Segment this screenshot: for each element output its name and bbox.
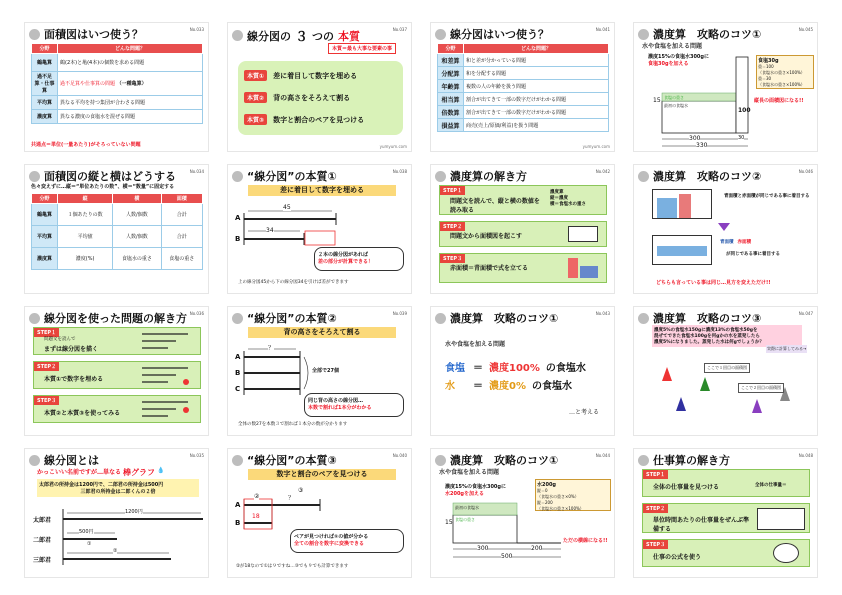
dim-label: 15 [653, 97, 661, 104]
card-header [435, 310, 558, 326]
dim-label: 100 [738, 107, 751, 114]
bullet-icon [435, 29, 446, 40]
table-cell [58, 72, 203, 96]
bullet-icon [638, 313, 649, 324]
diagram-caption: 青面積と赤面積が同じである事に着目する [724, 194, 810, 199]
line-label: C [235, 385, 241, 393]
step-text: 全体の仕事量を見つける [653, 484, 720, 491]
side-line: 縦＝濃度 [550, 196, 568, 201]
card-title: 濃度算 攻略のコツ① [450, 312, 559, 325]
line-label: B [235, 369, 241, 377]
step-box [642, 539, 810, 567]
essence-text: 差に着目して数字を埋める [273, 71, 358, 80]
card-title: 線分図を使った問題の解き方 [44, 312, 187, 325]
table-cell: 濃度算 [32, 110, 58, 124]
definition-callout: 本質＝最も大事な要素の事 [328, 43, 396, 54]
bullet-icon [29, 171, 40, 182]
card-line-diagram-essence [227, 22, 412, 152]
info-line: 重＝30 [758, 76, 772, 81]
line-diagram [228, 165, 412, 294]
cell-note: （一種亀算） [116, 81, 147, 87]
value-label: 45 [283, 204, 291, 211]
card-concentration-tip1-water [430, 448, 615, 578]
area-diagram [431, 449, 615, 578]
step-tag: STEP１ [440, 186, 465, 195]
col-header: どんな問題？ [464, 44, 609, 54]
card-title: “線分図”の本質③ [247, 454, 337, 467]
dim-label: 30 [738, 135, 745, 141]
essence-item [244, 114, 364, 125]
line-label: B [235, 519, 241, 527]
bullet-icon [638, 171, 649, 182]
info-line: （食塩水の重さ×100%） [758, 70, 805, 75]
red-area [568, 258, 578, 278]
problem-line: 濃度15%の食塩水300gに [648, 54, 709, 60]
table-cell: 平均算 [32, 96, 58, 110]
card-line-diagram-method [24, 306, 209, 436]
step-text: 本質①で数字を埋める [44, 376, 104, 383]
problem-line: 食塩30gを加える [648, 61, 689, 67]
info-line: （食塩水の重さ×100%） [758, 82, 805, 87]
step-tag: STEP１ [643, 470, 668, 479]
line-label: A [235, 214, 241, 222]
card-footnote: …と考える [569, 409, 600, 416]
table-cell: 鶴亀算 [32, 204, 58, 226]
eq-highlight: 濃度0% [489, 381, 526, 392]
eq-term: 食塩 [445, 363, 465, 374]
col-header: 縦 [58, 194, 113, 204]
slide-number: No.041 [595, 27, 610, 32]
info-line: （食塩水の重さ×100%） [537, 506, 584, 511]
table-cell: 分配算 [438, 67, 464, 80]
tagline-text: かっこいい名前ですが…単なる [37, 469, 122, 476]
side-note [550, 189, 586, 207]
card-footnote: ②が18なので①は９ですね…③でも９でも計算できます [236, 564, 349, 569]
card-subtitle: 水や食塩を加える問題 [445, 341, 506, 348]
table-cell: 損益算 [438, 119, 464, 132]
title-part: 線分図の [247, 29, 291, 43]
equation-row [445, 359, 586, 374]
slide-number: No.038 [392, 169, 407, 174]
diagram-caption: が同じである事に着目する [726, 252, 780, 257]
table-cell: 和を分配する問題 [464, 67, 609, 80]
slide-number: No.047 [798, 311, 813, 316]
mini-table [757, 508, 805, 530]
step-callout: ここで２回目の面積図 [738, 383, 784, 393]
area-diagram-2 [652, 235, 712, 265]
card-line-essence-3 [227, 448, 412, 578]
step-box [439, 221, 607, 247]
col-header: 面積 [161, 194, 202, 204]
diagram-thumb [568, 226, 598, 242]
bubble-line: 同じ背の高さの線分図… [308, 398, 364, 404]
field-table [31, 43, 203, 124]
ratio-label: ② [254, 493, 260, 500]
info-line: 重＝100 [758, 64, 774, 69]
person-label: 二郎君 [33, 537, 52, 544]
table-cell: 和差算 [438, 54, 464, 67]
slide-number: No.045 [798, 27, 813, 32]
card-header [638, 168, 761, 184]
card-title: 濃度算 攻略のコツ③ [653, 312, 762, 325]
card-header [638, 452, 730, 468]
card-concentration-tip1-salt [633, 22, 818, 152]
card-line-diagram-what [24, 448, 209, 578]
line-label: B [235, 235, 241, 243]
step-tag: STEP２ [440, 222, 465, 231]
value-label: ？ [288, 495, 295, 502]
table-cell: 商売(売上/原価/利益)を扱う問題 [464, 119, 609, 132]
value-label: 500円 [79, 529, 94, 535]
table-cell: 合計 [161, 226, 202, 248]
side-line: 濃度算 [550, 190, 564, 195]
table-cell: 濃度算 [32, 248, 58, 270]
title-highlight: 本質 [338, 29, 361, 43]
flask-icon [752, 399, 762, 413]
slide-number: No.046 [798, 169, 813, 174]
table-cell: 平均値 [58, 226, 113, 248]
bubble-line: 全ての割合を数字に変換できる [294, 541, 365, 547]
eq-term: 水 [445, 381, 455, 392]
card-header [435, 26, 549, 42]
essence-banner: 背の高さをそろえて割る [248, 327, 396, 338]
essence-tag: 本質③ [244, 114, 267, 125]
slide-number: No.039 [392, 311, 407, 316]
step-callout: ここで１回目の面積図 [704, 363, 750, 373]
bullet-icon [435, 171, 446, 182]
card-concentration-method [430, 164, 615, 294]
equation-row [445, 377, 572, 392]
bubble-line: ペアが見つければ①の値が分かる [294, 534, 369, 540]
eq-highlight: 濃度100% [489, 363, 540, 374]
slide-number: No.048 [798, 453, 813, 458]
eq-term: の食塩水 [531, 381, 572, 392]
problem-line: 濃度5%の食塩水150gに濃度13%の食塩水50gを [654, 328, 758, 333]
red-area [679, 194, 691, 218]
step-box [33, 327, 201, 355]
site-footer: yumyum.com [379, 144, 407, 149]
rect-label: 最初の食塩水 [455, 505, 479, 510]
red-label: 赤面積 [737, 240, 751, 245]
table-cell: 平均算 [32, 226, 58, 248]
side-note: 全体の仕事量＝ [755, 483, 787, 488]
step-tag: STEP３ [34, 396, 59, 405]
info-line: （食塩水の重さ×0%） [537, 494, 579, 499]
slide-grid [24, 22, 820, 578]
card-subtitle: 水や食塩を加える問題 [642, 43, 703, 50]
table-cell: 濃度(%) [58, 248, 113, 270]
card-header [29, 310, 187, 326]
ratio-label: ② [113, 548, 118, 554]
step-box [439, 185, 607, 215]
diagram-caption-2 [720, 239, 751, 245]
step-tag: STEP３ [643, 540, 668, 549]
table-cell: 和と差が分かっている問題 [464, 54, 609, 67]
speech-bubble [314, 247, 404, 271]
tagline-highlight: 棒グラフ [123, 468, 156, 477]
droplet-icon: 💧 [157, 467, 165, 474]
card-footnote: 全体の数27を本数３で割れば１本分の数が分かります [238, 422, 348, 427]
blue-area [580, 266, 598, 278]
ratio-label: ③ [298, 487, 304, 494]
title-part: つの [312, 29, 335, 43]
card-concentration-tip2 [633, 164, 818, 294]
slide-number: No.035 [189, 453, 204, 458]
step-tag: STEP３ [440, 254, 465, 263]
step-tag: STEP１ [34, 328, 59, 337]
rect-label: 最初の食塩水 [664, 103, 688, 108]
table-cell: 合計 [161, 204, 202, 226]
value-label: 34 [266, 227, 274, 234]
blue-area [657, 246, 707, 256]
dim-label: 330 [696, 142, 708, 149]
side-line: 横＝食塩水の重さ [550, 202, 586, 207]
slide-number: No.040 [392, 453, 407, 458]
step-tag: STEP２ [643, 504, 668, 513]
card-title: 線分図とは [44, 454, 99, 467]
step-text: 仕事の公式を使う [653, 554, 702, 561]
card-subtitle: 水や食塩を加える問題 [439, 469, 500, 476]
card-line-diagram-when [430, 22, 615, 152]
step-text: 本質②と本質③を使ってみる [44, 410, 121, 417]
card-area-diagram-axes [24, 164, 209, 294]
slide-number: No.044 [595, 453, 610, 458]
blue-area [657, 198, 677, 218]
step-box [439, 253, 607, 283]
card-concentration-tip3 [633, 306, 818, 436]
eq-sign: ＝ [473, 363, 483, 374]
essence-item [244, 70, 357, 81]
problem-line: 三郎君の所持金は二郎くんの２倍 [80, 489, 156, 495]
table-cell: 食塩水の重さ [113, 248, 161, 270]
essence-banner: 数字と割合のペアを見つける [248, 469, 396, 480]
table-cell: 年齢算 [438, 80, 464, 93]
dim-label: 200 [531, 545, 543, 552]
arrow-down-icon [718, 223, 730, 231]
line-label: A [235, 353, 241, 361]
card-title: 線分図はいつ使う？ [450, 28, 549, 41]
problem-line: 水200gを加える [445, 491, 485, 497]
bubble-line: 本数で割れば1本分がわかる [308, 405, 372, 411]
slide-number: No.036 [189, 311, 204, 316]
value-label: ？ [268, 345, 275, 352]
card-title: 濃度算 攻略のコツ② [653, 170, 762, 183]
rect-label: 食塩の重さ [455, 517, 475, 522]
table-cell: 異なる平均を持つ集団が合わさる問題 [58, 96, 203, 110]
problem-line: 混ぜてできた食塩水100gを何gかの水を蒸発したら [654, 334, 760, 339]
card-concentration-tip1-think [430, 306, 615, 436]
card-header [638, 310, 761, 326]
bullet-icon [638, 455, 649, 466]
total-label: 全部で27個 [312, 368, 339, 374]
table-cell: 人数/個数 [113, 226, 161, 248]
line-label: A [235, 501, 241, 509]
essence-text: 数字と割合のペアを見つける [273, 115, 365, 124]
dim-label: 15 [445, 519, 453, 526]
card-title: “線分図”の本質① [247, 170, 337, 183]
mini-line-diagram [138, 328, 198, 354]
flask-icon [662, 367, 672, 381]
essence-tag: 本質① [244, 70, 267, 81]
card-title: 面積図はいつ使う？ [44, 28, 143, 41]
info-line: 水200g [537, 482, 557, 488]
axes-table [31, 193, 203, 270]
info-line: 縦＝200 [537, 500, 553, 505]
step-text: 赤面積＝青面積で式を立てる [450, 265, 529, 272]
essence-panel [238, 61, 403, 135]
speech-bubble [304, 393, 404, 417]
mini-line-diagram [138, 396, 198, 422]
eq-sign: ＝ [473, 381, 483, 392]
person-label: 三郎君 [33, 557, 52, 564]
field-table [437, 43, 609, 132]
warning-text: ただの横線になる!! [563, 538, 608, 544]
info-line: 食塩30g [758, 58, 779, 64]
table-cell: 割合が出てきて一部の数字だけがわかる問題 [464, 93, 609, 106]
table-cell: 過不足算・仕事算 [32, 72, 58, 96]
step-box [33, 395, 201, 423]
mini-line-diagram [138, 362, 198, 388]
card-title: “線分図”の本質② [247, 312, 337, 325]
bubble-line: 差の部分が計算できる！ [318, 259, 374, 265]
step-text: 単位時間あたりの仕事量をぜんぶ準備する [653, 517, 750, 533]
step-box [642, 503, 810, 533]
site-footer: yumyum.com [582, 144, 610, 149]
card-line-essence-1 [227, 164, 412, 294]
step-box [33, 361, 201, 389]
value-label: 1200円 [125, 509, 143, 515]
card-header [29, 168, 176, 184]
added-salt-rect [736, 57, 748, 133]
table-cell: 人数/個数 [113, 204, 161, 226]
info-line: 縦＝0 [537, 488, 548, 493]
bubble-line: ２本の線分図があれば [318, 252, 369, 258]
step-pre: 問題文を読んで [44, 337, 76, 342]
salt-info-box [756, 55, 814, 89]
area-diagram-1 [652, 189, 712, 219]
person-label: 太郎君 [33, 517, 52, 524]
card-subtitle: 色々変えずに…縦＝“単位あたりの数”、横＝“数量”に固定する [31, 184, 175, 190]
ratio-label: ① [87, 541, 92, 547]
col-header: 分野 [32, 194, 58, 204]
col-header: どんな問題？ [58, 44, 203, 54]
bullet-icon [232, 30, 243, 41]
step-tag: STEP２ [34, 362, 59, 371]
table-cell: 食塩の重さ [161, 248, 202, 270]
card-header [435, 168, 527, 184]
col-header: 分野 [32, 44, 58, 54]
cell-text: 過不足算や仕事算の問題 [60, 81, 116, 87]
card-title: 仕事算の解き方 [653, 454, 730, 467]
card-header [29, 26, 143, 42]
card-work-method [633, 448, 818, 578]
problem-line: 太郎君の所持金は1200円で、二郎君の所持金は500円 [39, 482, 164, 488]
slide-number: No.042 [595, 169, 610, 174]
value-label: 18 [252, 513, 260, 520]
dim-label: 300 [477, 545, 489, 552]
card-footnote: 上の線分図45から下の線分図34を引けば差ができます [238, 280, 349, 285]
table-cell: １個あたりの数 [58, 204, 113, 226]
flask-icon [676, 397, 686, 411]
formula-circle-icon [773, 543, 799, 563]
essence-item [244, 92, 350, 103]
bullet-icon [29, 29, 40, 40]
rect-label: 食塩の重さ [664, 95, 684, 100]
dim-label: 300 [689, 135, 701, 142]
eq-term: の食塩水 [545, 363, 586, 374]
bar-graph [25, 449, 209, 578]
table-cell: 鶴(2本)と亀(4本)の個数を求める問題 [58, 54, 203, 72]
dim-label: 500 [501, 553, 513, 560]
warning-text: 縦長の面積図になる!! [754, 98, 804, 104]
bullet-icon [435, 313, 446, 324]
bullet-icon [29, 313, 40, 324]
card-area-diagram-when [24, 22, 209, 152]
slide-number: No.043 [595, 311, 610, 316]
step-text: 問題文を読んで、縦と横の数値を読み取る [450, 198, 540, 214]
essence-text: 背の高さをそろえて割る [273, 93, 351, 102]
col-header: 分野 [438, 44, 464, 54]
essence-banner: 差に着目して数字を埋める [248, 185, 396, 196]
table-cell: 割合が出てきて一部の数字だけがわかる問題 [464, 106, 609, 119]
essence-tag: 本質② [244, 92, 267, 103]
title-part: ３ [295, 30, 309, 45]
problem-line: 濃度15%の食塩水300gに [445, 484, 506, 490]
table-cell: 異なる濃度の食塩水を混ぜる問題 [58, 110, 203, 124]
slide-number: No.037 [392, 27, 407, 32]
table-cell: 相当算 [438, 93, 464, 106]
card-title: 濃度算 攻略のコツ① [653, 28, 762, 41]
card-footnote: どちらも言っている事は同じ…見方を変えただけ!! [656, 280, 771, 286]
blue-label: 青面積 [720, 240, 734, 245]
table-cell: 鶴亀算 [32, 54, 58, 72]
note-tag: 実際に計算してみる→ [767, 346, 807, 351]
flask-icon [700, 377, 710, 391]
step-text: 問題文から面積図を起こす [450, 233, 523, 240]
common-note: 共通点＝単位(一量あたり)がそろっていない問題 [31, 142, 141, 148]
table-cell: 倍数算 [438, 106, 464, 119]
speech-bubble [290, 529, 404, 553]
step-box [642, 469, 810, 497]
slide-number: No.034 [189, 169, 204, 174]
step-text: まずは線分図を描く [44, 346, 99, 353]
card-title: 面積図の縦と横はどうする [44, 170, 176, 183]
problem-box [652, 325, 802, 347]
slide-number: No.033 [189, 27, 204, 32]
problem-line: 濃度5%になりました。蒸発した水は何gでしょうか？ [654, 340, 764, 345]
water-info-box [535, 479, 611, 511]
card-line-essence-2 [227, 306, 412, 436]
col-header: 横 [113, 194, 161, 204]
card-title: 濃度算の解き方 [450, 170, 527, 183]
card-title: 濃度算 攻略のコツ① [450, 454, 559, 467]
table-cell: 複数の人の年齢を扱う問題 [464, 80, 609, 93]
